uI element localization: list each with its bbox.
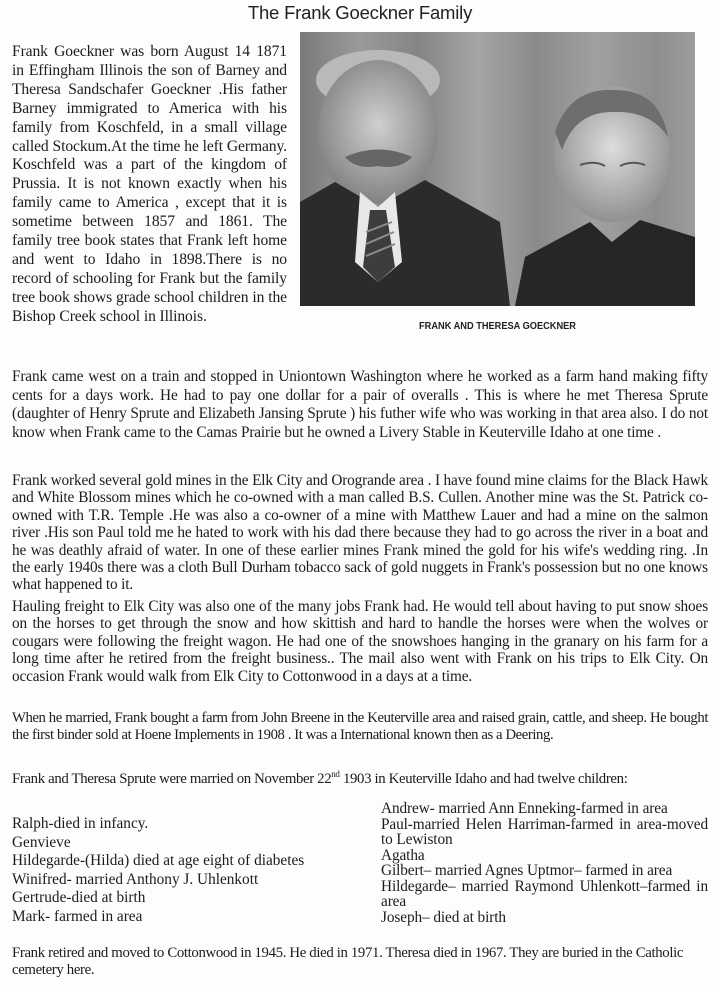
marriage-text-after: 1903 in Keuterville Idaho and had twelve children: xyxy=(339,770,628,787)
paragraph-gold-mines: Frank worked several gold mines in the Elk City and Orogrande area . I have found mine claims for the Black Hawk and White Blossom mines which he co-owned with a man called B.S. Cullen. Another mine was the St. Patrick co-owned with T.R. Temple .He was also a co-owner of a mine with Matthew Lauer and had a mine on the salmon river .His son Paul told me he hated to work with his dad there because they had to go across the river in a boat and he was deathly afraid of water. In one of these earlier mines Frank mined the gold for his wife's wedding ring. .In the early 1940s there was a cloth Bull Durham tobacco sack of gold nuggets in Frank's possession but no one knows what happened to it. xyxy=(12,472,708,594)
list-item: Paul-married Helen Harriman-farmed in area-moved to Lewiston xyxy=(381,815,708,848)
marriage-text-before: Frank and Theresa Sprute were married on November 22 xyxy=(12,770,332,787)
family-portrait-photo xyxy=(300,32,695,306)
list-item: Andrew- married Ann Enneking-farmed in area xyxy=(381,800,668,817)
intro-paragraph: Frank Goeckner was born August 14 1871 in Effingham Illinois the son of Barney and Theresa Sandschafer Goeckner .His father Barney immigrated to America with his family from Koschfeld, in a small village called Stockum.At the time he left Germany. Koschfeld was a part of the kingdom of Prussia. It is not known exactly when his family came to America , except that it is sometime between 1857 and 1861. The family tree book states that Frank left home and went to Idaho in 1898.There is no record of schooling for Frank but the family tree book shows grade school children in the Bishop Creek school in Illinois. xyxy=(12,43,287,325)
children-list-left xyxy=(12,815,352,927)
document-title: The Frank Goeckner Family xyxy=(247,2,473,23)
list-item: Mark- farmed in area xyxy=(12,907,143,925)
paragraph-freight-hauling: Hauling freight to Elk City was also one of the many jobs Frank had. He would tell about having to put snow shoes on the horses to get through the snow and how skittish and hard to handle the horses were when the wolves or cougars were following the freight wagon. He had one of the snowshoes hanging in the granary on his farm for a long time after he retired from the freight business.. The mail also went with Frank on his trips to Elk City. On occasion Frank would walk from Elk City to Cottonwood in a days at a time. xyxy=(12,598,708,685)
list-item: Joseph– died at birth xyxy=(381,908,506,926)
paragraph-marriage xyxy=(12,765,708,788)
portrait-image xyxy=(300,32,695,306)
ordinal-suffix: nd xyxy=(331,769,340,779)
paragraph-closing: Frank retired and moved to Cottonwood in 1945. He died in 1971. Theresa died in 1967. They are buried in the Catholic cemetery here. xyxy=(12,945,684,978)
list-item: Agatha xyxy=(381,846,425,864)
list-item: Winifred- married Anthony J. Uhlenkott xyxy=(12,870,259,888)
list-item: Genvieve xyxy=(12,833,71,851)
list-item: Gertrude-died at birth xyxy=(12,889,146,907)
paragraph-farm: When he married, Frank bought a farm from John Breene in the Keuterville area and raised grain, cattle, and sheep. He bought the first binder sold at Hoene Implements in 1908 . It was a International known then as a Deering. xyxy=(12,710,708,744)
list-item: Hildegarde-(Hilda) died at age eight of diabetes xyxy=(12,852,305,870)
children-list-right xyxy=(381,801,708,925)
list-item: Ralph-died in infancy. xyxy=(12,815,149,832)
photo-caption: FRANK AND THERESA GOECKNER xyxy=(419,320,576,332)
list-item: Hildegarde– married Raymond Uhlenkott–farmed in area xyxy=(381,877,708,910)
paragraph-west-journey: Frank came west on a train and stopped in Uniontown Washington where he worked as a farm hand making fifty cents for a days work. He had to pay one dollar for a pair of overalls . This is where he met Theresa Sprute (daughter of Henry Sprute and Elizabeth Jansing Sprute ) his futher wife who was working in that area also. I do not know when Frank came to the Camas Prairie but he owned a Livery Stable in Keuterville Idaho at one time . xyxy=(12,368,708,441)
list-item: Gilbert– married Agnes Uptmor– farmed in area xyxy=(381,862,673,879)
